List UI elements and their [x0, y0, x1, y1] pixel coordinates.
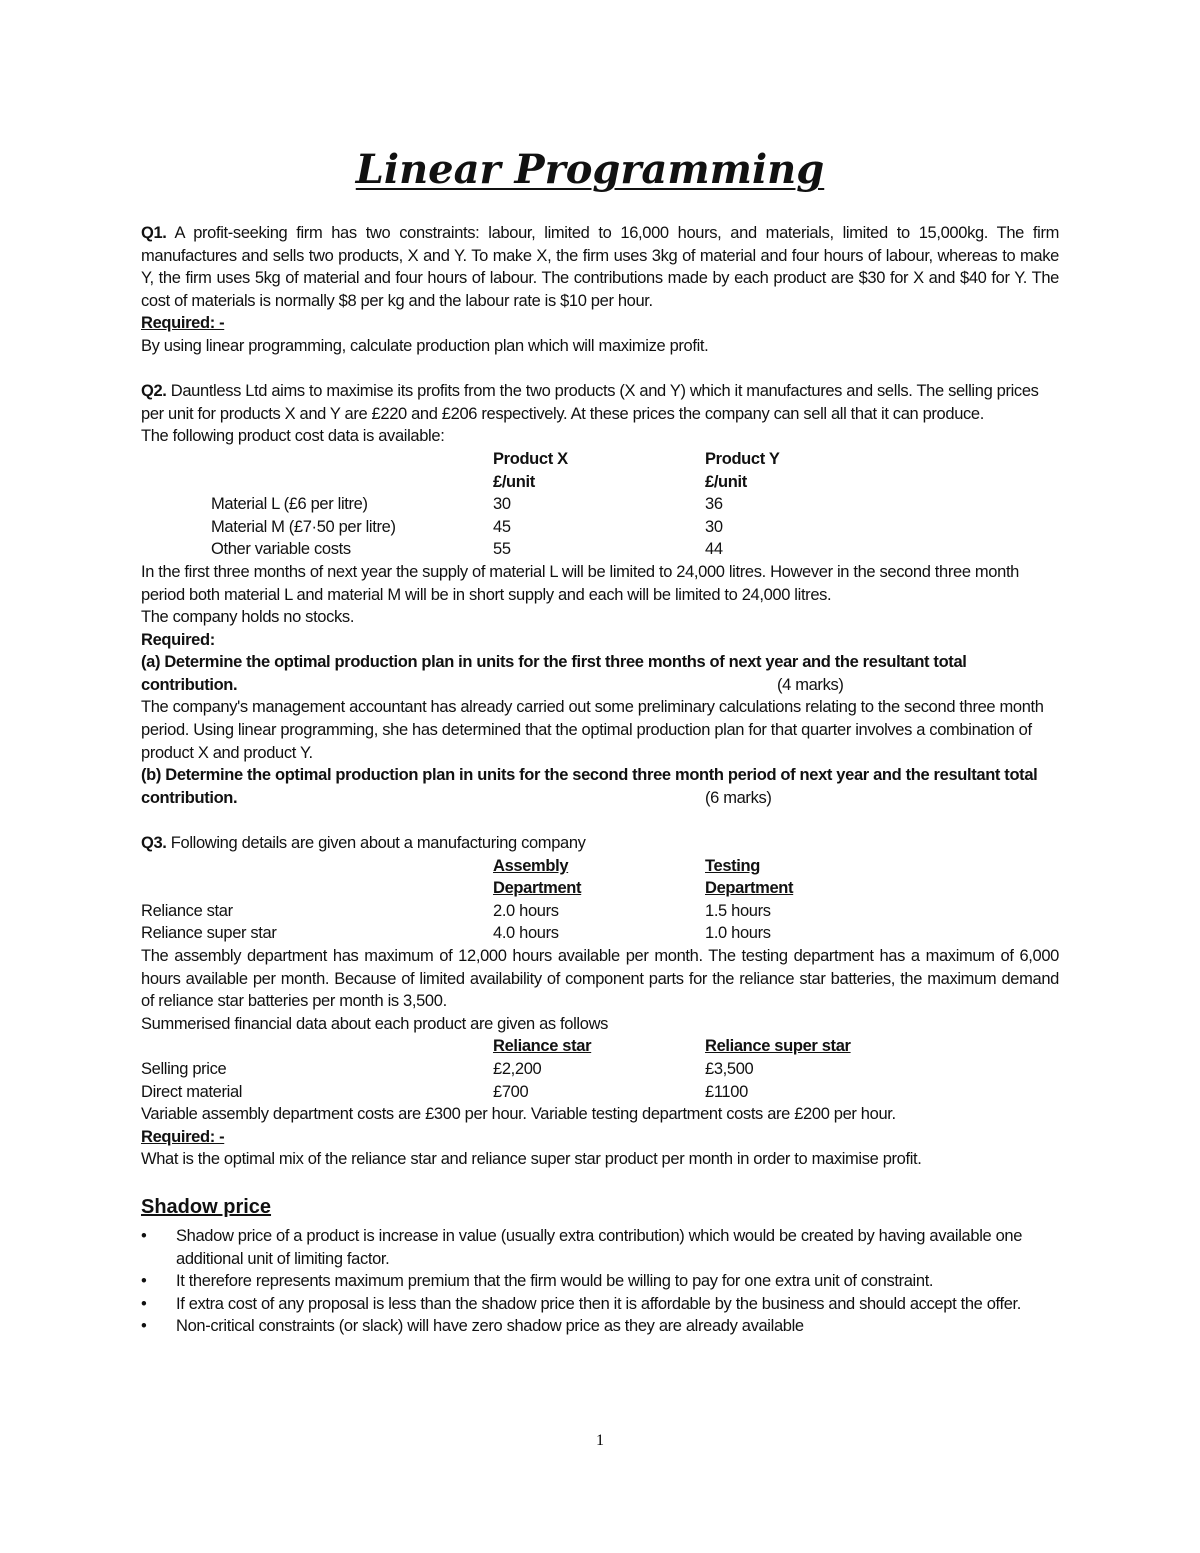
q2-part-b-marks: (6 marks) — [705, 788, 772, 807]
bullet-icon: • — [141, 1294, 147, 1313]
row-value-x: 30 — [493, 495, 511, 514]
page-number: 1 — [596, 1432, 604, 1449]
q3-col-testing-dept: Department — [705, 879, 794, 898]
q3-table-subheader — [141, 877, 1059, 900]
q2-after-table: In the first three months of next year the supply of material L will be limited to 24,000 litres. However in the second three month period both material L and material M will be in short supply and each will be limited to 24,000 litres. — [141, 562, 1020, 604]
q2-part-b-line2: contribution. (6 marks) — [141, 787, 1059, 810]
q2-unit-x: £/unit — [493, 472, 535, 491]
row-label: Material L (£6 per litre) — [211, 495, 368, 514]
q3-costs: Variable assembly department costs are £300 per hour. Variable testing department costs are £200 per hour. — [141, 1105, 896, 1124]
q2-text: Dauntless Ltd aims to maximise its profits from the two products (X and Y) which it manufactures and sells. The selling prices per unit for products X and Y are £220 and £206 respectively. At these prices the company can sell all that it can produce. — [141, 382, 1039, 423]
row-value-testing: 1.0 hours — [705, 924, 771, 943]
q3-col-assembly: Assembly — [493, 856, 569, 875]
row-value-y: 36 — [705, 495, 723, 514]
page-title: Linear Programming — [355, 146, 825, 193]
q2-col-product-y: Product Y — [705, 449, 780, 468]
table-row — [141, 516, 1059, 539]
q3-required: Required: - — [141, 1127, 225, 1146]
row-label: Reliance star — [141, 901, 233, 920]
row-label: Reliance super star — [141, 924, 277, 943]
q2-table-header — [141, 448, 1059, 471]
row-value-y: 44 — [705, 540, 723, 559]
q3-task: What is the optimal mix of the reliance star and reliance super star product per month in order to maximise profit. — [141, 1150, 922, 1169]
q2-paragraph — [141, 380, 1059, 425]
q2-unit-y: £/unit — [705, 472, 747, 491]
row-label: Direct material — [141, 1082, 243, 1101]
q2-part-a-line2: contribution. (4 marks) — [141, 674, 1059, 697]
row-label: Other variable costs — [211, 540, 351, 559]
q2-middle: The company's management accountant has already carried out some preliminary calculations relating to the second three month period. Using linear programming, she has determined that the optimal production plan for that quarter involves a combination of product X and product Y. — [141, 698, 1044, 762]
table-row — [141, 1081, 1059, 1104]
list-item: • Non-critical constraints (or slack) will have zero shadow price as they are already available — [141, 1315, 1059, 1338]
q2-col-product-x: Product X — [493, 449, 568, 468]
table-row — [141, 900, 1059, 923]
q3-col-reliance-star: Reliance star — [493, 1037, 592, 1056]
q3-col-reliance-super-star: Reliance super star — [705, 1037, 851, 1056]
table-row — [141, 922, 1059, 945]
q1-text: A profit-seeking firm has two constraints: labour, limited to 16,000 hours, and materials, limited to 15,000kg. The firm manufactures and sells two products, X and Y. To make X, the firm uses 3kg of material and four hours of labour, whereas to make Y, the firm uses 5kg of material and four hours of labour. The contributions made by each product are $30 for X and $40 for Y. The cost of materials is normally $8 per kg and the labour rate is $10 per hour. — [141, 224, 1060, 310]
q2-label: Q2. — [141, 382, 167, 401]
row-value-star: £700 — [493, 1082, 529, 1101]
row-value-y: 30 — [705, 517, 723, 536]
list-item: • It therefore represents maximum premium that the firm would be willing to pay for one extra unit of constraint. — [141, 1270, 1059, 1293]
table-row — [141, 538, 1059, 561]
q2-part-a-marks: (4 marks) — [777, 675, 844, 694]
table-row — [141, 1058, 1059, 1081]
q3-paragraph — [141, 832, 1059, 855]
shadow-price-heading: Shadow price — [141, 1195, 272, 1218]
row-value-super-star: £1100 — [705, 1082, 748, 1101]
q3-text: Following details are given about a manufacturing company — [170, 834, 586, 853]
shadow-price-list — [141, 1225, 1059, 1338]
q3-col-assembly-dept: Department — [493, 879, 582, 898]
row-value-super-star: £3,500 — [705, 1059, 754, 1078]
row-value-x: 45 — [493, 517, 511, 536]
q2-required: Required: — [141, 630, 215, 649]
q2-table-subheader — [141, 471, 1059, 494]
row-value-star: £2,200 — [493, 1059, 542, 1078]
q3-summary: Summerised financial data about each product are given as follows — [141, 1014, 609, 1033]
q3-col-testing: Testing — [705, 856, 760, 875]
row-label: Material M (£7·50 per litre) — [211, 517, 396, 536]
table-row — [141, 493, 1059, 516]
bullet-icon: • — [141, 1226, 147, 1245]
list-item: • Shadow price of a product is increase in value (usually extra contribution) which would be created by having available one additional unit of limiting factor. — [141, 1226, 1023, 1268]
row-value-x: 55 — [493, 540, 511, 559]
q2-part-a: (a) Determine the optimal production plan in units for the first three months of next year and the resultant total — [141, 653, 967, 672]
q1-required: Required: - — [141, 314, 225, 333]
row-value-assembly: 4.0 hours — [493, 924, 559, 943]
q2-intro: The following product cost data is available: — [141, 427, 445, 446]
q3-after-table: The assembly department has maximum of 12,000 hours available per month. The testing department has a maximum of 6,000 hours available per month. Because of limited availability of component parts for the reliance star batteries, the maximum demand of reliance star batteries per month is 3,500. — [141, 947, 1059, 1011]
bullet-icon: • — [141, 1317, 147, 1336]
document-page — [141, 140, 1059, 1338]
row-label: Selling price — [141, 1059, 227, 1078]
row-value-assembly: 2.0 hours — [493, 901, 559, 920]
list-item: • If extra cost of any proposal is less than the shadow price then it is affordable by the business and should accept the offer. — [141, 1293, 1059, 1316]
q1-task: By using linear programming, calculate production plan which will maximize profit. — [141, 336, 709, 355]
q3-label: Q3. — [141, 834, 167, 853]
q3-fin-header — [141, 1035, 1059, 1058]
row-value-testing: 1.5 hours — [705, 901, 771, 920]
q1-label: Q1. — [141, 224, 167, 242]
q3-table-header — [141, 855, 1059, 878]
bullet-icon: • — [141, 1272, 147, 1291]
q2-stocks: The company holds no stocks. — [141, 608, 355, 627]
q1-paragraph — [141, 222, 1059, 312]
q2-part-b: (b) Determine the optimal production plan in units for the second three month period of next year and the resultant total — [141, 766, 1038, 785]
